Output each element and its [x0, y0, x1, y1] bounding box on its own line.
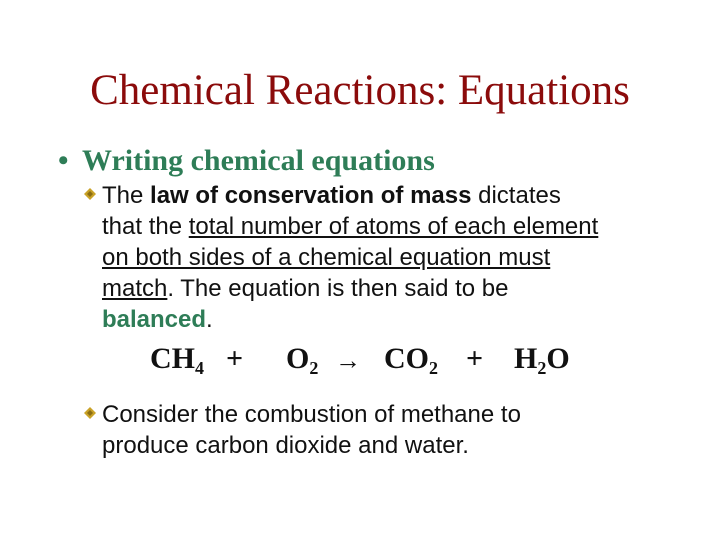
text-line: produce carbon dioxide and water.	[102, 432, 469, 459]
equation-term-h2o: $H_2O$	[514, 342, 570, 378]
underlined-text: on both sides of a chemical equation must	[102, 244, 551, 271]
balanced-text: balanced	[102, 306, 207, 333]
equation-term-o2: $O_2$	[286, 342, 319, 378]
diamond-bullet-icon	[84, 188, 96, 200]
slide-title: Chemical Reactions: Equations	[90, 67, 630, 114]
text-line	[84, 242, 694, 273]
sub-bullet-combustion	[84, 399, 694, 461]
law-of-conservation-text: law of conservation of mass	[150, 182, 472, 209]
equation-term-ch4: $CH_4$	[150, 342, 204, 378]
sub-bullet-conservation	[84, 180, 694, 335]
text-line: balanced.	[102, 306, 213, 333]
bullet-text: Writing chemical equations	[82, 144, 435, 177]
underlined-text: match	[102, 275, 168, 302]
bullet-marker: •	[58, 144, 69, 177]
equation-plus: +	[226, 342, 244, 375]
text-line: match. The equation is then said to be	[102, 275, 509, 302]
diamond-bullet-icon	[84, 407, 96, 419]
underlined-text: total number of atoms of each element	[188, 213, 599, 240]
equation-term-co2: $CO_2$	[384, 342, 438, 378]
text-line: Consider the combustion of methane to	[102, 401, 521, 428]
equation-plus: +	[466, 342, 484, 375]
text-line: The law of conservation of mass dictates	[102, 182, 561, 209]
text-line: that the total number of atoms of each element	[102, 213, 599, 240]
reaction-arrow-icon: →	[335, 346, 361, 375]
bullet-writing-equations	[58, 144, 435, 178]
